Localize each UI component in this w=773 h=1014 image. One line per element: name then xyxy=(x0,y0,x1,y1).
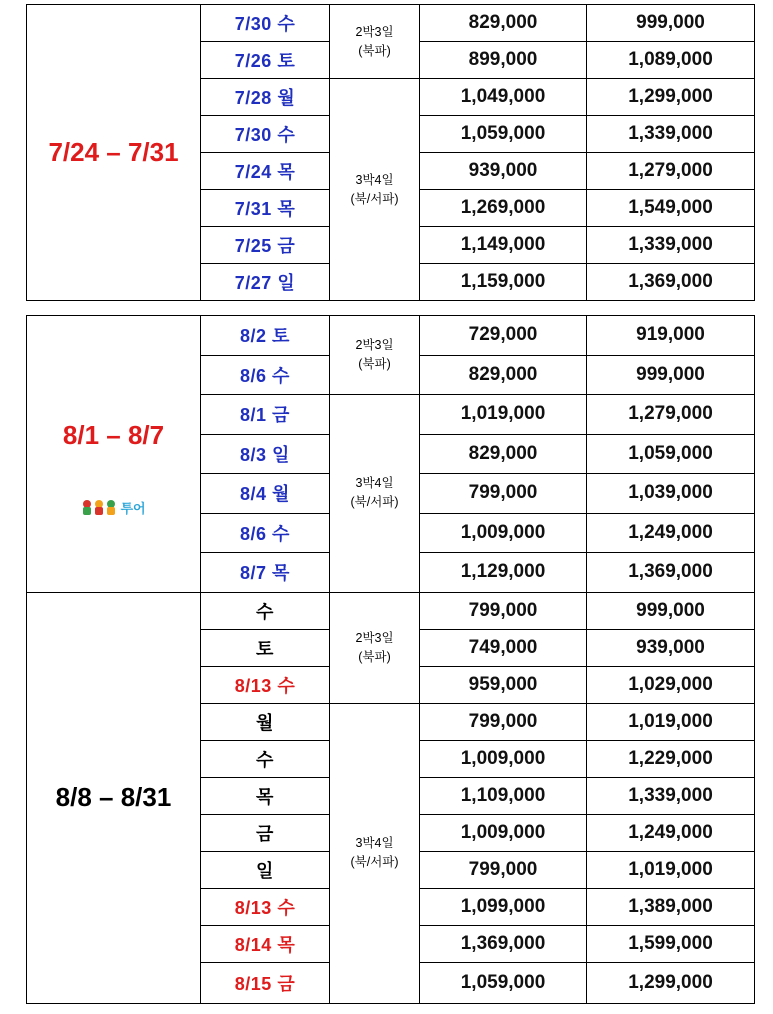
date-cell: 일 xyxy=(201,851,330,888)
date-cell: 8/2 토 xyxy=(201,316,330,356)
date-cell: 7/24 목 xyxy=(201,153,330,190)
price2-cell: 1,019,000 xyxy=(587,851,755,888)
table-row xyxy=(27,5,755,42)
price1-cell: 1,009,000 xyxy=(420,814,587,851)
package-route: (북파) xyxy=(358,357,391,371)
price1-cell: 1,269,000 xyxy=(420,190,587,227)
date-cell: 8/1 금 xyxy=(201,395,330,435)
price1-cell: 1,009,000 xyxy=(420,740,587,777)
price2-cell: 1,299,000 xyxy=(587,79,755,116)
date-cell: 8/7 목 xyxy=(201,553,330,593)
price1-cell: 799,000 xyxy=(420,592,587,629)
price2-cell: 1,279,000 xyxy=(587,153,755,190)
date-cell: 7/30 수 xyxy=(201,116,330,153)
price2-cell: 1,369,000 xyxy=(587,553,755,593)
price2-cell: 1,229,000 xyxy=(587,740,755,777)
price1-cell: 1,149,000 xyxy=(420,227,587,264)
price2-cell: 1,369,000 xyxy=(587,264,755,301)
period-label: 8/1 – 8/7 xyxy=(62,419,165,450)
date-cell: 8/13 수 xyxy=(201,666,330,703)
tour-logo-text: 투어 xyxy=(120,501,146,517)
price2-cell: 1,249,000 xyxy=(587,513,755,553)
package-route: (북/서파) xyxy=(350,191,399,206)
date-cell: 8/13 수 xyxy=(201,888,330,925)
package-cell xyxy=(330,592,420,703)
price1-cell: 829,000 xyxy=(420,355,587,395)
price1-cell: 939,000 xyxy=(420,153,587,190)
price1-cell: 829,000 xyxy=(420,5,587,42)
date-cell: 7/30 수 xyxy=(201,5,330,42)
price1-cell: 1,099,000 xyxy=(420,888,587,925)
period-cell xyxy=(27,316,201,593)
price1-cell: 1,049,000 xyxy=(420,79,587,116)
period-cell: 7/24 – 7/31 xyxy=(27,5,201,301)
table-row xyxy=(27,592,755,629)
date-cell: 7/26 토 xyxy=(201,42,330,79)
package-nights: 2박3일 xyxy=(355,630,394,645)
price2-cell: 1,089,000 xyxy=(587,42,755,79)
date-cell: 7/27 일 xyxy=(201,264,330,301)
date-cell: 토 xyxy=(201,629,330,666)
price2-cell: 939,000 xyxy=(587,629,755,666)
price1-cell: 799,000 xyxy=(420,851,587,888)
date-cell: 수 xyxy=(201,740,330,777)
package-nights: 2박3일 xyxy=(355,338,394,352)
price2-cell: 1,249,000 xyxy=(587,814,755,851)
package-nights: 2박3일 xyxy=(355,24,394,39)
price1-cell: 749,000 xyxy=(420,629,587,666)
package-nights: 3박4일 xyxy=(355,836,394,850)
package-cell xyxy=(330,703,420,1003)
price2-cell: 999,000 xyxy=(587,592,755,629)
price2-cell: 999,000 xyxy=(587,5,755,42)
date-cell: 수 xyxy=(201,592,330,629)
price1-cell: 1,159,000 xyxy=(420,264,587,301)
date-cell: 8/4 월 xyxy=(201,474,330,514)
table-row xyxy=(27,316,755,356)
price2-cell: 999,000 xyxy=(587,355,755,395)
date-cell: 금 xyxy=(201,814,330,851)
date-cell: 8/6 수 xyxy=(201,513,330,553)
price1-cell: 1,369,000 xyxy=(420,925,587,962)
date-cell: 7/31 목 xyxy=(201,190,330,227)
package-route: (북/서파) xyxy=(350,855,399,869)
price1-cell: 1,009,000 xyxy=(420,513,587,553)
price2-cell: 1,389,000 xyxy=(587,888,755,925)
package-cell xyxy=(330,79,420,301)
price2-cell: 1,339,000 xyxy=(587,777,755,814)
price-table-1 xyxy=(26,315,755,1004)
package-cell xyxy=(330,5,420,79)
package-route: (북파) xyxy=(358,649,391,664)
price1-cell: 829,000 xyxy=(420,434,587,474)
date-cell: 7/28 월 xyxy=(201,79,330,116)
price2-cell: 1,339,000 xyxy=(587,227,755,264)
package-nights: 3박4일 xyxy=(355,476,394,491)
date-cell: 월 xyxy=(201,703,330,740)
price2-cell: 1,279,000 xyxy=(587,395,755,435)
price2-cell: 1,339,000 xyxy=(587,116,755,153)
price1-cell: 1,129,000 xyxy=(420,553,587,593)
tour-logo xyxy=(81,497,145,519)
package-route: (북/서파) xyxy=(350,495,399,510)
price1-cell: 799,000 xyxy=(420,703,587,740)
price1-cell: 1,059,000 xyxy=(420,962,587,1003)
price-table-0 xyxy=(26,4,755,301)
price2-cell: 1,019,000 xyxy=(587,703,755,740)
price1-cell: 1,059,000 xyxy=(420,116,587,153)
price2-cell: 1,299,000 xyxy=(587,962,755,1003)
date-cell: 8/15 금 xyxy=(201,962,330,1003)
price2-cell: 1,039,000 xyxy=(587,474,755,514)
package-nights: 3박4일 xyxy=(355,172,394,187)
price1-cell: 899,000 xyxy=(420,42,587,79)
price2-cell: 1,549,000 xyxy=(587,190,755,227)
price1-cell: 1,109,000 xyxy=(420,777,587,814)
tour-logo-icon xyxy=(81,499,117,517)
date-cell: 8/6 수 xyxy=(201,355,330,395)
price2-cell: 1,059,000 xyxy=(587,434,755,474)
date-cell: 8/14 목 xyxy=(201,925,330,962)
price2-cell: 919,000 xyxy=(587,316,755,356)
price1-cell: 799,000 xyxy=(420,474,587,514)
date-cell: 목 xyxy=(201,777,330,814)
package-cell xyxy=(330,316,420,395)
period-cell: 8/8 – 8/31 xyxy=(27,592,201,1003)
price1-cell: 729,000 xyxy=(420,316,587,356)
date-cell: 7/25 금 xyxy=(201,227,330,264)
date-cell: 8/3 일 xyxy=(201,434,330,474)
package-route: (북파) xyxy=(358,43,391,58)
price1-cell: 959,000 xyxy=(420,666,587,703)
price2-cell: 1,029,000 xyxy=(587,666,755,703)
price1-cell: 1,019,000 xyxy=(420,395,587,435)
price2-cell: 1,599,000 xyxy=(587,925,755,962)
package-cell xyxy=(330,395,420,593)
